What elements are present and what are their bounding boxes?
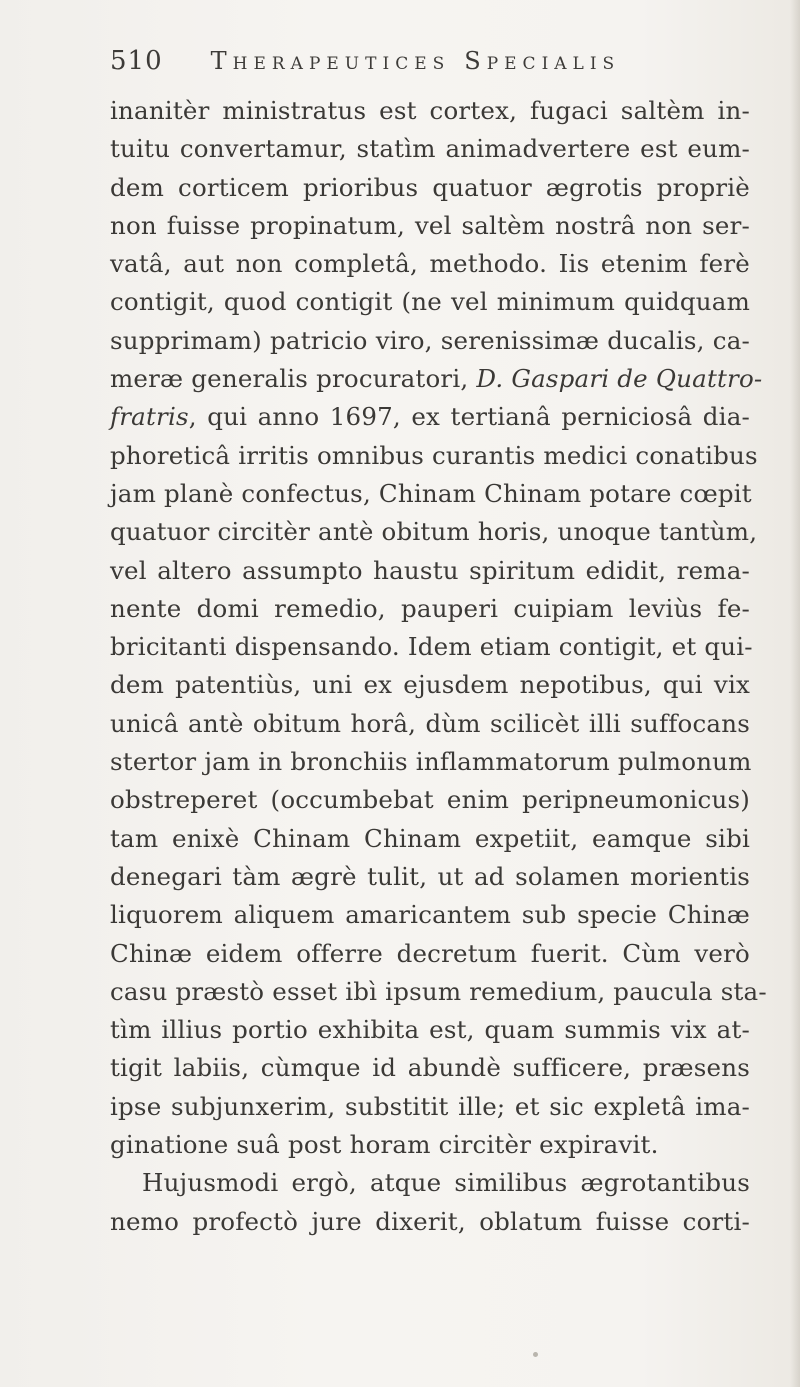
running-head-right: Specialis — [464, 47, 621, 75]
text-line: supprimam) patricio viro, serenissimæ ducalis, ca- — [110, 325, 750, 355]
text-line-with-name — [110, 360, 763, 398]
text-line-paragraph-start: Hujusmodi ergò, atque similibus ægrotantibus — [142, 1168, 750, 1198]
text-line: tuitu convertamur, statìm animadvertere est eum- — [110, 134, 750, 164]
text-line: casu præstò esset ibì ipsum remedium, paucula sta- — [110, 976, 767, 1006]
text-line: ginatione suâ post horam circitèr expiravit. — [110, 1130, 659, 1160]
running-head-left: Therapeutices — [210, 47, 451, 75]
text-line: Chinæ eidem offerre decretum fuerit. Cùm verò — [110, 938, 750, 968]
text-line: vel altero assumpto haustu spiritum edidit, rema- — [110, 555, 750, 585]
text-line: tigit labiis, cùmque id abundè sufficere, præsens — [110, 1053, 750, 1083]
text-line-segment: meræ generalis procuratori, — [110, 364, 469, 394]
text-line: quatuor circitèr antè obitum horis, unoque tantùm, — [110, 517, 758, 547]
ink-speck — [533, 1352, 538, 1357]
text-line: phoreticâ irritis omnibus curantis medici conatibus — [110, 440, 758, 470]
text-line: denegari tàm ægrè tulit, ut ad solamen morientis — [110, 861, 750, 891]
text-line: non fuisse propinatum, vel saltèm nostrâ non ser- — [110, 210, 750, 240]
text-line: obstreperet (occumbebat enim peripneumonicus) — [110, 785, 750, 815]
italic-proper-name: D. Gaspari de Quattro- — [476, 364, 763, 394]
text-line: contigit, quod contigit (ne vel minimum quidquam — [110, 287, 750, 317]
text-line: jam planè confectus, Chinam Chinam potare cœpit — [110, 478, 752, 508]
page-edge-shadow — [790, 0, 800, 1387]
text-line: nente domi remedio, pauperi cuipiam leviùs fe- — [110, 593, 750, 623]
text-line: unicâ antè obitum horâ, dùm scilicèt illi suffocans — [110, 708, 750, 738]
page-header — [110, 46, 730, 86]
text-line: dem patentiùs, uni ex ejusdem nepotibus, qui vix — [110, 670, 750, 700]
text-line: dem corticem prioribus quatuor ægrotis propriè — [110, 172, 750, 202]
text-line: liquorem aliquem amaricantem sub specie Chinæ — [110, 900, 750, 930]
page-number: 510 — [110, 46, 163, 76]
text-line: bricitanti dispensando. Idem etiam contigit, et qui- — [110, 632, 753, 662]
text-line: stertor jam in bronchiis inflammatorum pulmonum — [110, 747, 752, 777]
italic-fratris: fratris — [110, 402, 189, 432]
text-line: inanitèr ministratus est cortex, fugaci saltèm in- — [110, 96, 750, 125]
text-line: tam enixè Chinam Chinam expetiit, eamque sibi — [110, 823, 750, 853]
text-line: tìm illius portio exhibita est, quam summis vix at- — [110, 1015, 750, 1045]
text-line: nemo profectò jure dixerit, oblatum fuisse corti- — [110, 1206, 750, 1236]
body-text — [110, 92, 767, 1241]
text-line: vatâ, aut non completâ, methodo. Iis etenim ferè — [110, 249, 750, 279]
text-line: ipse subjunxerim, substitit ille; et sic expletâ ima- — [110, 1091, 750, 1121]
text-line-segment: , qui anno 1697, ex tertianâ perniciosâ dia- — [188, 402, 750, 432]
running-head — [211, 47, 621, 75]
text-line-with-italic — [110, 398, 750, 436]
